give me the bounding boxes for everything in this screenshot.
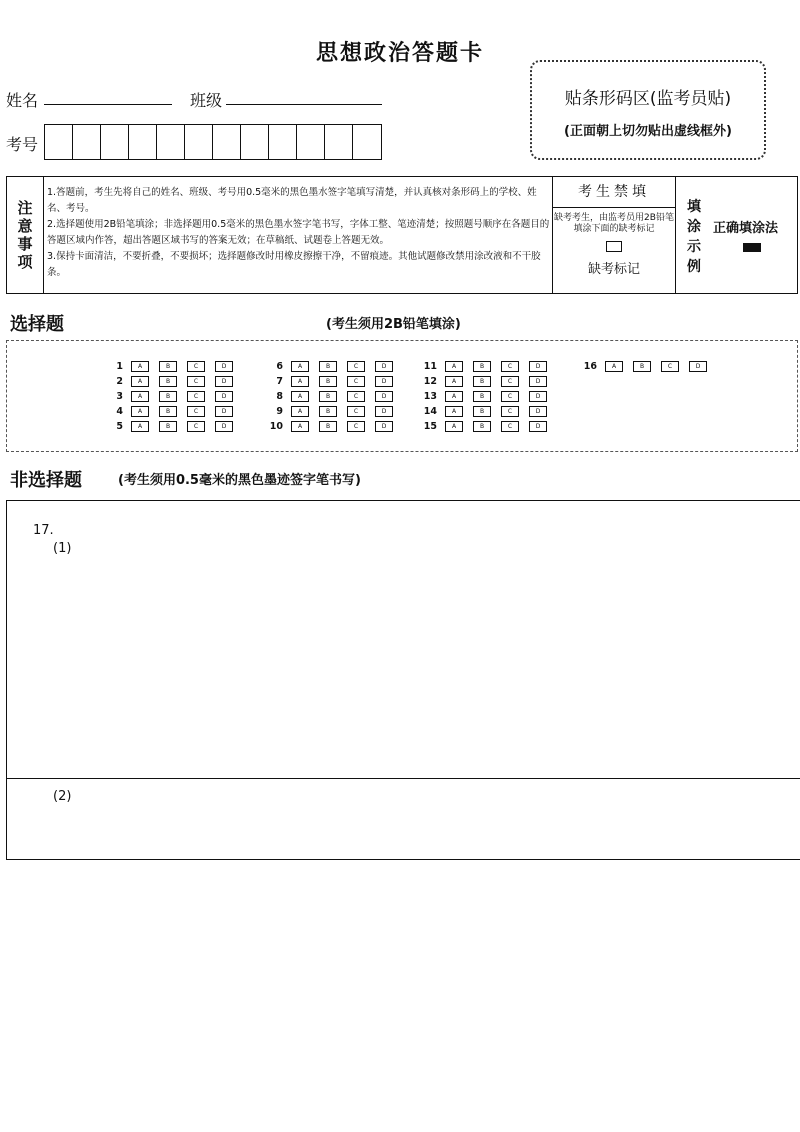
option-d-bubble[interactable]: D [689, 361, 707, 372]
option-b-bubble[interactable]: B [473, 406, 491, 417]
question-number: 16 [583, 361, 597, 372]
question-row [417, 374, 557, 389]
option-c-bubble[interactable]: C [187, 421, 205, 432]
option-a-bubble[interactable]: A [131, 361, 149, 372]
question-column [263, 359, 403, 434]
question-row [417, 404, 557, 419]
option-d-bubble[interactable]: D [215, 421, 233, 432]
sheet-title: 思想政治答题卡 [315, 41, 484, 66]
option-c-bubble[interactable]: C [661, 361, 679, 372]
option-c-bubble[interactable]: C [187, 391, 205, 402]
question-number: 6 [276, 361, 283, 372]
option-a-bubble[interactable]: A [131, 406, 149, 417]
option-d-bubble[interactable]: D [529, 421, 547, 432]
option-c-bubble[interactable]: C [501, 361, 519, 372]
question-number: 8 [276, 391, 283, 402]
option-a-bubble[interactable]: A [291, 391, 309, 402]
exam-no-cell[interactable] [325, 125, 353, 159]
option-d-bubble[interactable]: D [215, 406, 233, 417]
question-row [103, 359, 243, 374]
option-b-bubble[interactable]: B [159, 406, 177, 417]
option-d-bubble[interactable]: D [215, 391, 233, 402]
option-a-bubble[interactable]: A [131, 421, 149, 432]
option-c-bubble[interactable]: C [187, 406, 205, 417]
nonchoice-note: (考生须用0.5毫米的黑色墨迹签字笔书写) [118, 473, 361, 488]
part-1-label: (1) [53, 541, 72, 556]
absent-header: 考生禁填 [553, 177, 675, 208]
option-b-bubble[interactable]: B [319, 361, 337, 372]
notice-box [6, 176, 798, 294]
class-label: 班级 [190, 91, 223, 110]
option-b-bubble[interactable]: B [159, 361, 177, 372]
choice-title: 选择题 [10, 314, 64, 335]
option-c-bubble[interactable]: C [347, 421, 365, 432]
fill-example [677, 177, 797, 293]
absent-desc: 缺考考生，由监考员用2B铅笔填涂下面的缺考标记 [554, 213, 674, 234]
option-b-bubble[interactable]: B [473, 421, 491, 432]
question-number: 2 [116, 376, 123, 387]
question-row [263, 404, 403, 419]
option-c-bubble[interactable]: C [347, 406, 365, 417]
question-number: 15 [423, 421, 437, 432]
answer-divider [7, 778, 800, 779]
exam-no-label: 考号 [6, 135, 39, 154]
question-row [417, 419, 557, 434]
absent-section [552, 177, 676, 293]
option-d-bubble[interactable]: D [529, 406, 547, 417]
option-b-bubble[interactable]: B [633, 361, 651, 372]
option-b-bubble[interactable]: B [319, 421, 337, 432]
question-row [263, 419, 403, 434]
option-d-bubble[interactable]: D [215, 376, 233, 387]
option-b-bubble[interactable]: B [319, 406, 337, 417]
option-b-bubble[interactable]: B [473, 391, 491, 402]
question-number: 13 [423, 391, 437, 402]
question-number: 11 [423, 361, 437, 372]
question-number: 12 [423, 376, 437, 387]
option-a-bubble[interactable]: A [291, 361, 309, 372]
exam-no-cell[interactable] [213, 125, 241, 159]
question-row [263, 389, 403, 404]
option-d-bubble[interactable]: D [375, 361, 393, 372]
notice-item: 2.选择题使用2B铅笔填涂；非选择题用0.5毫米的黑色墨水签字笔书写，字体工整、笔迹清楚；按照题号顺序在各题目的答题区域内作答，超出答题区域书写的答案无效；在草稿纸、试题卷上答题无效。 [47, 219, 550, 246]
option-b-bubble[interactable]: B [159, 391, 177, 402]
option-a-bubble[interactable]: A [291, 406, 309, 417]
option-c-bubble[interactable]: C [187, 376, 205, 387]
option-d-bubble[interactable]: D [375, 376, 393, 387]
option-a-bubble[interactable]: A [445, 391, 463, 402]
question-row [103, 419, 243, 434]
question-number: 4 [116, 406, 123, 417]
question-number: 10 [269, 421, 283, 432]
barcode-note: (正面朝上切勿贴出虚线框外) [564, 124, 732, 139]
option-c-bubble[interactable]: C [501, 376, 519, 387]
absent-mark-box[interactable] [606, 241, 622, 252]
question-row [417, 359, 557, 374]
option-c-bubble[interactable]: C [501, 421, 519, 432]
option-a-bubble[interactable]: A [291, 376, 309, 387]
option-c-bubble[interactable]: C [347, 391, 365, 402]
filled-mark-example [743, 243, 761, 252]
name-label: 姓名 [6, 91, 39, 110]
option-d-bubble[interactable]: D [375, 391, 393, 402]
question-row [103, 389, 243, 404]
option-a-bubble[interactable]: A [445, 406, 463, 417]
option-d-bubble[interactable]: D [529, 391, 547, 402]
option-b-bubble[interactable]: B [319, 376, 337, 387]
exam-no-cell[interactable] [297, 125, 325, 159]
question-number: 5 [116, 421, 123, 432]
option-c-bubble[interactable]: C [501, 406, 519, 417]
question-number: 9 [276, 406, 283, 417]
option-a-bubble[interactable]: A [131, 376, 149, 387]
option-c-bubble[interactable]: C [501, 391, 519, 402]
barcode-title: 贴条形码区(监考员贴) [564, 89, 732, 109]
choice-note: (考生须用2B铅笔填涂) [326, 317, 461, 332]
question-column [577, 359, 717, 374]
question-number: 3 [116, 391, 123, 402]
option-b-bubble[interactable]: B [473, 361, 491, 372]
notice-header: 注 意 事 项 [7, 177, 44, 293]
exam-no-cell[interactable] [241, 125, 269, 159]
option-a-bubble[interactable]: A [605, 361, 623, 372]
exam-no-grid[interactable] [44, 124, 382, 160]
question-row [103, 374, 243, 389]
option-d-bubble[interactable]: D [375, 406, 393, 417]
question-row [577, 359, 717, 374]
option-a-bubble[interactable]: A [291, 421, 309, 432]
option-b-bubble[interactable]: B [319, 391, 337, 402]
option-c-bubble[interactable]: C [187, 361, 205, 372]
option-a-bubble[interactable]: A [445, 376, 463, 387]
notice-item: 3.保持卡面清洁，不要折叠，不要损坏；选择题修改时用橡皮擦擦干净，不留痕迹。其他试题修改禁用涂改液和不干胶条。 [47, 251, 541, 278]
fill-example-text: 正确填涂法 [713, 221, 779, 236]
exam-no-cell[interactable] [269, 125, 297, 159]
barcode-area [530, 60, 766, 160]
answer-area[interactable] [6, 500, 800, 860]
nonchoice-title: 非选择题 [10, 470, 82, 491]
question-column [417, 359, 557, 434]
option-b-bubble[interactable]: B [159, 421, 177, 432]
exam-no-cell[interactable] [157, 125, 185, 159]
question-row [417, 389, 557, 404]
question-row [263, 374, 403, 389]
option-c-bubble[interactable]: C [347, 361, 365, 372]
option-a-bubble[interactable]: A [445, 421, 463, 432]
option-d-bubble[interactable]: D [375, 421, 393, 432]
question-number: 7 [276, 376, 283, 387]
question-column [103, 359, 243, 434]
exam-no-cell[interactable] [101, 125, 129, 159]
choice-area [6, 340, 798, 452]
fill-example-header: 填 涂 示 例 [687, 199, 701, 275]
option-b-bubble[interactable]: B [473, 376, 491, 387]
option-d-bubble[interactable]: D [215, 361, 233, 372]
exam-no-cell[interactable] [73, 125, 101, 159]
notice-items [47, 185, 553, 281]
notice-item: 1.答题前，考生先将自己的姓名、班级、考号用0.5毫米的黑色墨水签字笔填写清楚，并认真核对条形码上的学校、姓名、考号。 [47, 187, 537, 214]
question-number: 17. [33, 523, 54, 538]
exam-no-cell[interactable] [185, 125, 213, 159]
part-2-label: (2) [53, 789, 72, 804]
exam-no-cell[interactable] [45, 125, 73, 159]
option-a-bubble[interactable]: A [131, 391, 149, 402]
option-d-bubble[interactable]: D [529, 376, 547, 387]
absent-mark-label: 缺考标记 [587, 262, 640, 277]
question-number: 14 [423, 406, 437, 417]
option-a-bubble[interactable]: A [445, 361, 463, 372]
question-row [263, 359, 403, 374]
option-b-bubble[interactable]: B [159, 376, 177, 387]
exam-no-cell[interactable] [129, 125, 157, 159]
question-row [103, 404, 243, 419]
question-number: 1 [116, 361, 123, 372]
name-field[interactable] [44, 104, 172, 105]
option-d-bubble[interactable]: D [529, 361, 547, 372]
class-field[interactable] [226, 104, 382, 105]
exam-no-cell[interactable] [353, 125, 381, 159]
option-c-bubble[interactable]: C [347, 376, 365, 387]
